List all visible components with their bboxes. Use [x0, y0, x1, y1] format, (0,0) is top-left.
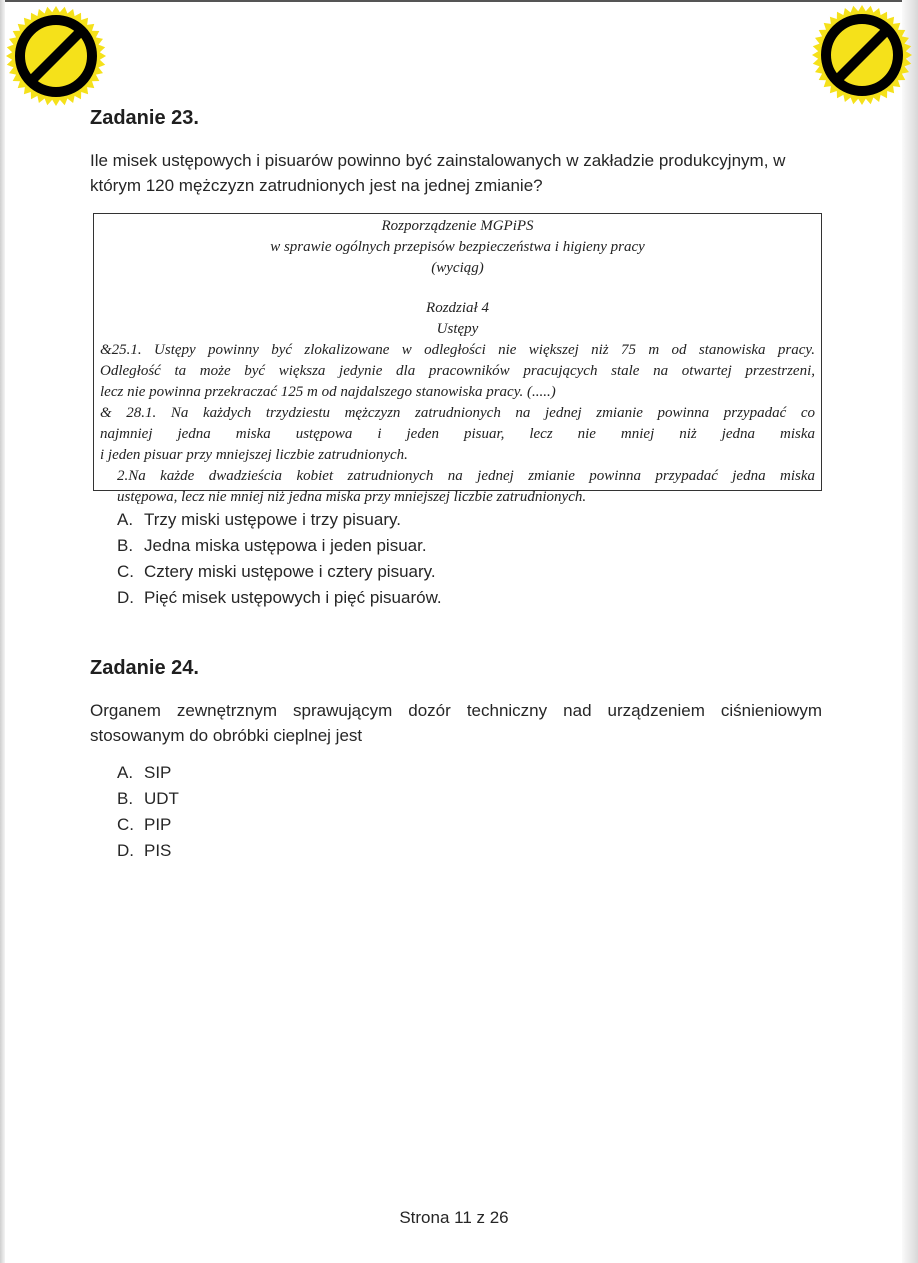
- answer-text: Jedna miska ustępowa i jeden pisuar.: [144, 536, 427, 555]
- answer-option[interactable]: [117, 559, 442, 585]
- excerpt-body-line: ustępowa, lecz nie mniej niż jedna miska przy mniejszej liczbie zatrudnionych.: [117, 489, 587, 505]
- answer-option[interactable]: [117, 838, 179, 864]
- excerpt-body-line: i jeden pisuar przy mniejszej liczbie zatrudnionych.: [100, 447, 408, 463]
- regulation-excerpt-box: [93, 213, 822, 505]
- task-23-title: Zadanie 23.: [90, 107, 199, 129]
- excerpt-title-line: Rozporządzenie MGPiPS: [381, 218, 534, 234]
- task-24-title: Zadanie 24.: [90, 657, 199, 679]
- excerpt-chapter-line: Rozdział 4: [426, 300, 489, 316]
- answer-option[interactable]: [117, 585, 442, 611]
- prohibition-stamp-icon: [811, 4, 913, 106]
- answer-letter: A.: [117, 763, 134, 782]
- answer-option[interactable]: [117, 507, 442, 533]
- excerpt-body-line: &25.1. Ustępy powinny być zlokalizowane w odległości nie większej niż 75 m od stanowiska pracy.: [100, 342, 815, 358]
- answer-option[interactable]: [117, 812, 179, 838]
- answer-letter: A.: [117, 510, 134, 529]
- answer-letter: C.: [117, 562, 134, 581]
- task-24-answers: [117, 760, 179, 864]
- answer-letter: D.: [117, 841, 134, 860]
- excerpt-body-line: 2.Na każde dwadzieścia kobiet zatrudnionych na jednej zmianie powinna przypadać jedna miska: [117, 468, 815, 484]
- answer-letter: B.: [117, 789, 134, 808]
- excerpt-title-line: w sprawie ogólnych przepisów bezpieczeństwa i higieny pracy: [270, 239, 645, 255]
- answer-text: Cztery miski ustępowe i cztery pisuary.: [144, 562, 436, 581]
- excerpt-body-line: & 28.1. Na każdych trzydziestu mężczyzn zatrudnionych na jednej zmianie powinna przypadać co: [100, 405, 815, 421]
- task-24-question: Organem zewnętrznym sprawującym dozór techniczny nad urządzeniem ciśnieniowym stosowanym do obróbki cieplnej jest: [90, 701, 822, 745]
- scan-left-edge: [0, 0, 5, 1263]
- answer-text: PIS: [144, 841, 172, 860]
- scan-right-edge: [902, 0, 918, 1263]
- answer-text: UDT: [144, 789, 179, 808]
- answer-option[interactable]: [117, 760, 179, 786]
- answer-letter: B.: [117, 536, 134, 555]
- excerpt-title-line: (wyciąg): [431, 260, 484, 276]
- excerpt-body-line: lecz nie powinna przekraczać 125 m od najdalszego stanowiska pracy. (.....): [100, 384, 556, 400]
- task-23-answers: [117, 507, 442, 611]
- answer-text: Trzy miski ustępowe i trzy pisuary.: [144, 510, 401, 529]
- excerpt-chapter-line: Ustępy: [436, 321, 479, 337]
- answer-option[interactable]: [117, 786, 179, 812]
- answer-letter: C.: [117, 815, 134, 834]
- answer-option[interactable]: [117, 533, 442, 559]
- answer-text: SIP: [144, 763, 172, 782]
- answer-text: PIP: [144, 815, 172, 834]
- prohibition-stamp-icon: [5, 5, 107, 107]
- answer-text: Pięć misek ustępowych i pięć pisuarów.: [144, 588, 442, 607]
- answer-letter: D.: [117, 588, 134, 607]
- page-number: Strona 11 z 26: [399, 1208, 509, 1227]
- top-edge-line: [0, 0, 918, 2]
- excerpt-body-line: najmniej jedna miska ustępowa i jeden pisuar, lecz nie mniej niż jedna miska: [100, 426, 815, 442]
- excerpt-body-line: Odległość ta może być większa jedynie dla pracowników pracujących stale na otwartej przestrzeni,: [100, 363, 815, 379]
- task-23-question: Ile misek ustępowych i pisuarów powinno być zainstalowanych w zakładzie produkcyjnym, w którym 120 mężczyzn zatrudnionych jest na jednej zmianie?: [90, 151, 786, 195]
